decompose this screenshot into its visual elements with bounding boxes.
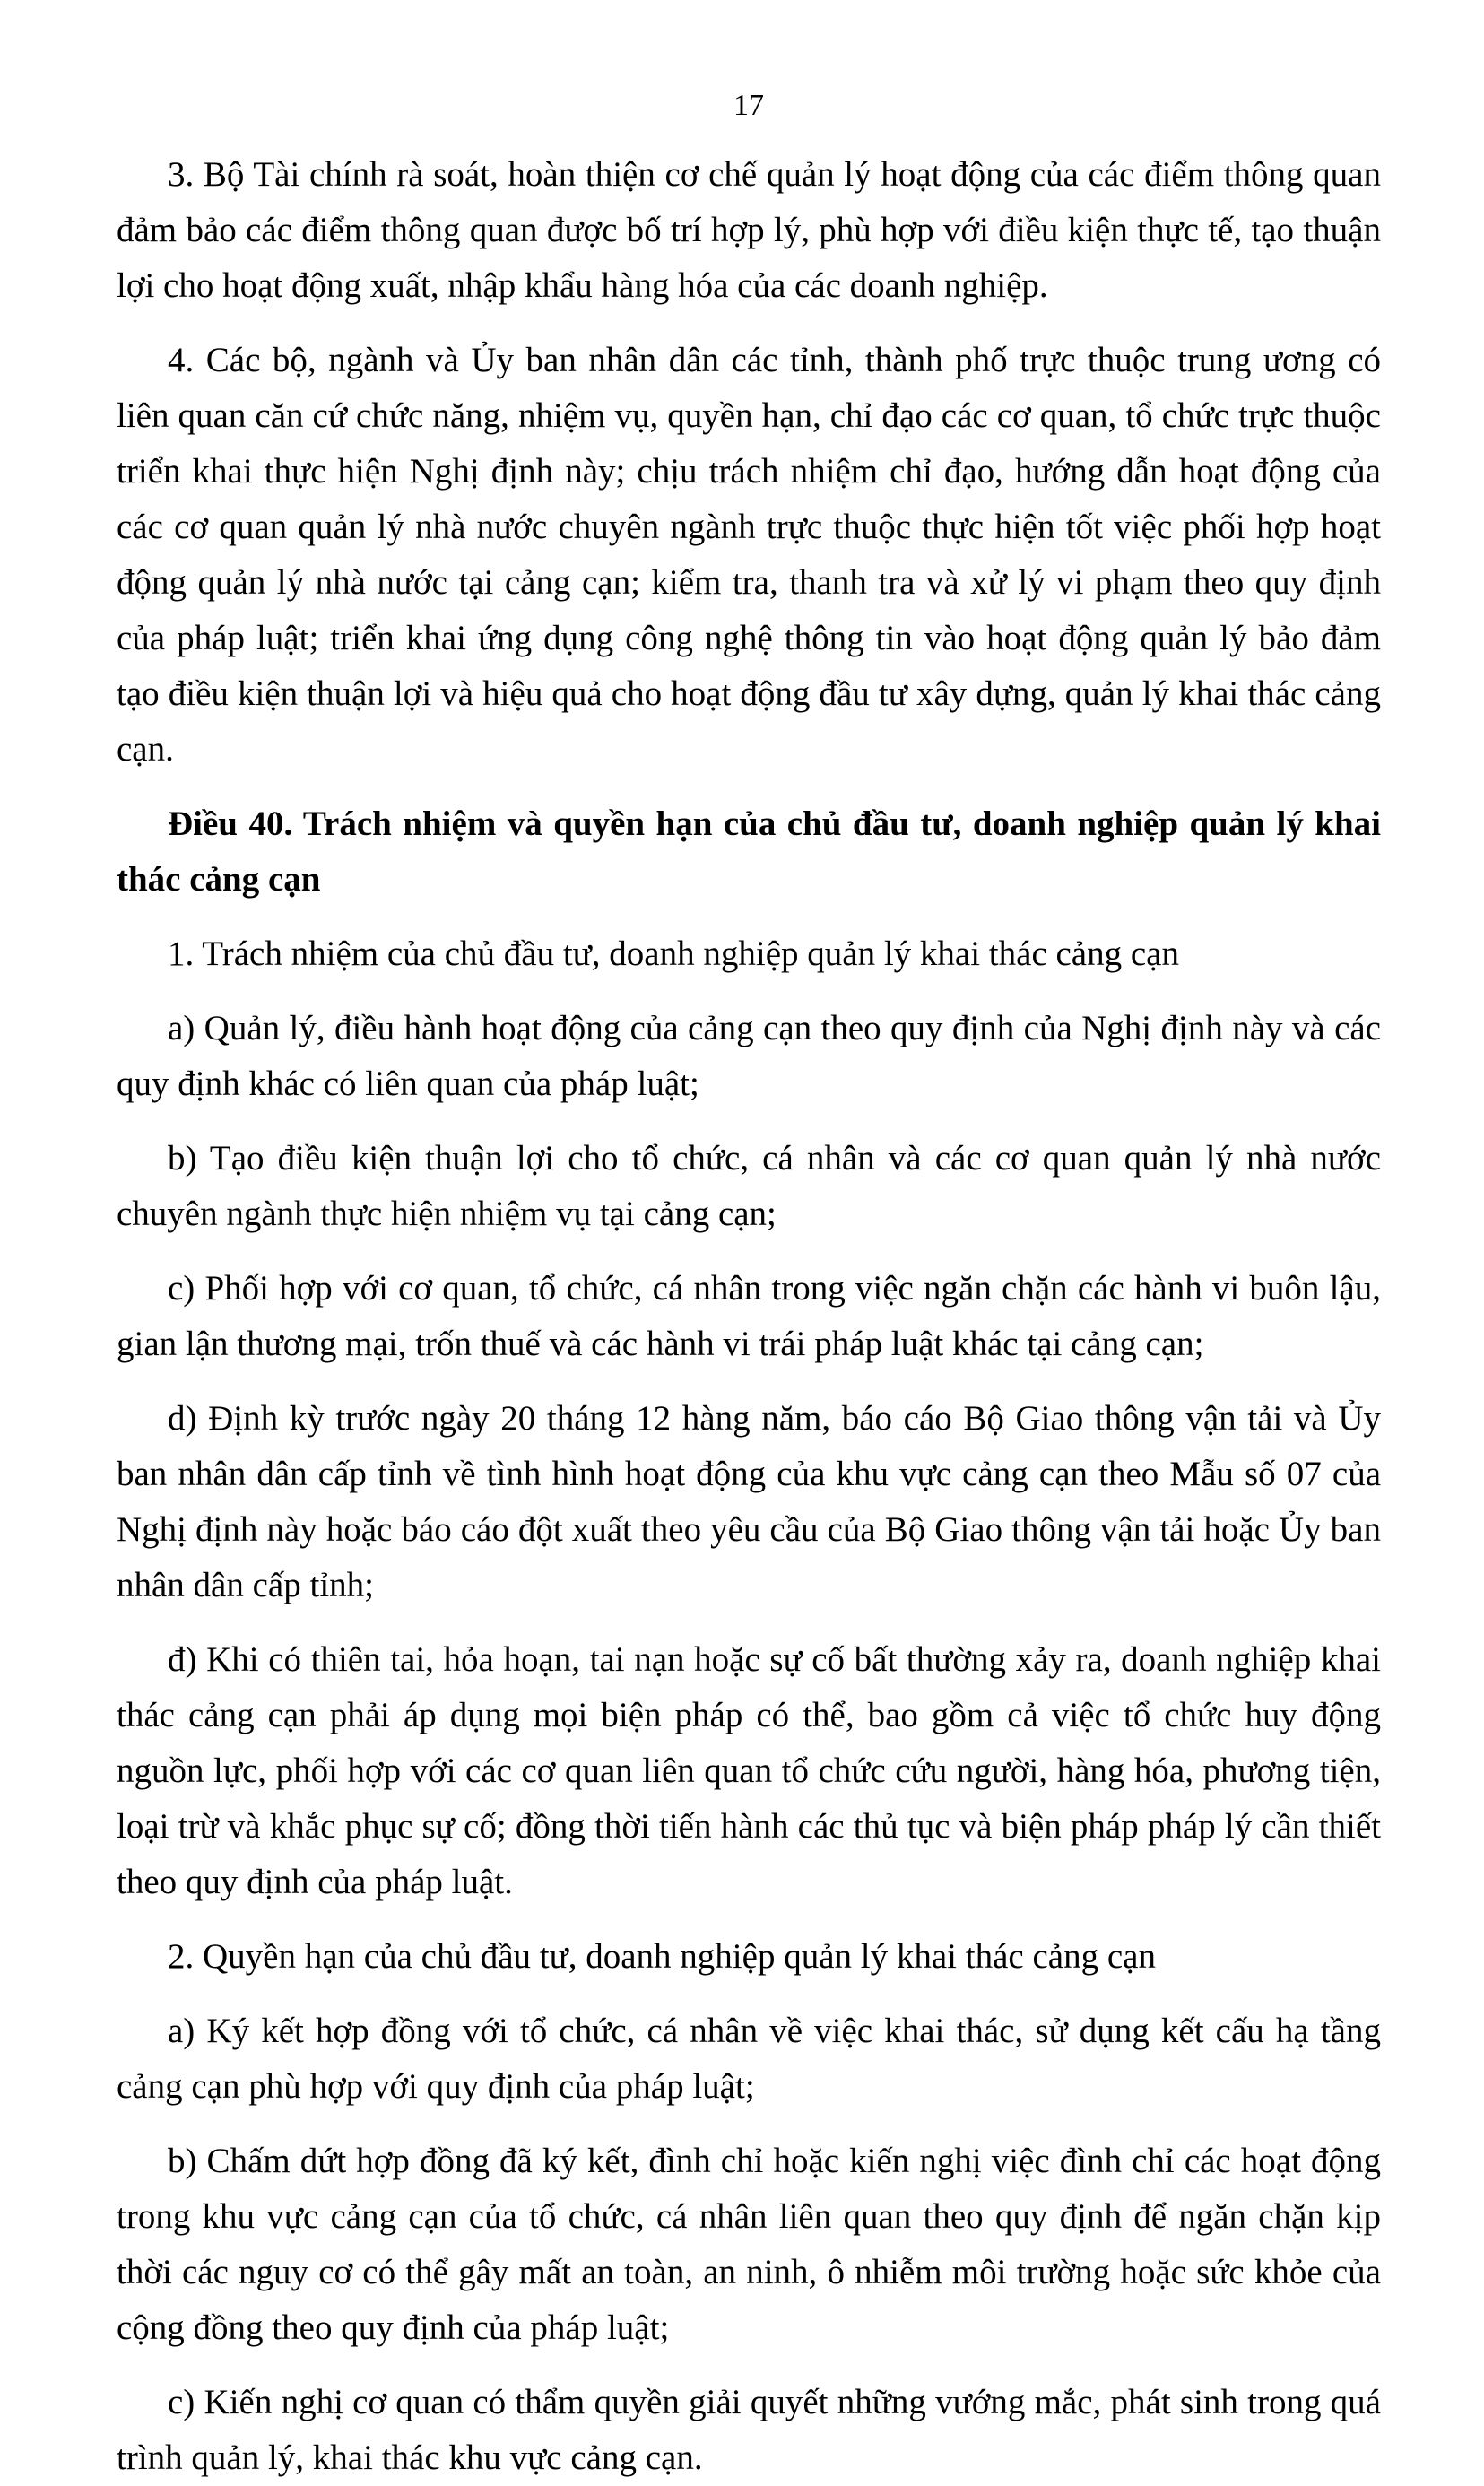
paragraph: b) Tạo điều kiện thuận lợi cho tổ chức, cá nhân và các cơ quan quản lý nhà nước chuyên ngành thực hiện nhiệm vụ tại cảng cạn; (117, 1139, 1381, 1233)
document-body (117, 147, 1381, 2486)
paragraph: 1. Trách nhiệm của chủ đầu tư, doanh nghiệp quản lý khai thác cảng cạn (168, 934, 1179, 973)
paragraph: a) Quản lý, điều hành hoạt động của cảng cạn theo quy định của Nghị định này và các quy định khác có liên quan của pháp luật; (117, 1009, 1381, 1103)
paragraph: a) Ký kết hợp đồng với tổ chức, cá nhân về việc khai thác, sử dụng kết cấu hạ tầng cảng cạn phù hợp với quy định của pháp luật; (117, 2012, 1381, 2106)
page-number: 17 (733, 89, 764, 122)
paragraph: c) Kiến nghị cơ quan có thẩm quyền giải quyết những vướng mắc, phát sinh trong quá trình quản lý, khai thác khu vực cảng cạn. (117, 2383, 1381, 2477)
paragraph: 4. Các bộ, ngành và Ủy ban nhân dân các tỉnh, thành phố trực thuộc trung ương có liên quan căn cứ chức năng, nhiệm vụ, quyền hạn, chỉ đạo các cơ quan, tổ chức trực thuộc triển khai thực hiện Nghị định này; chịu trách nhiệm chỉ đạo, hướng dẫn hoạt động của các cơ quan quản lý nhà nước chuyên ngành trực thuộc thực hiện tốt việc phối hợp hoạt động quản lý nhà nước tại cảng cạn; kiểm tra, thanh tra và xử lý vi phạm theo quy định của pháp luật; triển khai ứng dụng công nghệ thông tin vào hoạt động quản lý bảo đảm tạo điều kiện thuận lợi và hiệu quả cho hoạt động đầu tư xây dựng, quản lý khai thác cảng cạn. (117, 341, 1381, 769)
paragraph: c) Phối hợp với cơ quan, tổ chức, cá nhân trong việc ngăn chặn các hành vi buôn lậu, gian lận thương mại, trốn thuế và các hành vi trái pháp luật khác tại cảng cạn; (117, 1269, 1381, 1363)
paragraph: d) Định kỳ trước ngày 20 tháng 12 hàng năm, báo cáo Bộ Giao thông vận tải và Ủy ban nhân dân cấp tỉnh về tình hình hoạt động của khu vực cảng cạn theo Mẫu số 07 của Nghị định này hoặc báo cáo đột xuất theo yêu cầu của Bộ Giao thông vận tải hoặc Ủy ban nhân dân cấp tỉnh; (117, 1399, 1381, 1604)
paragraph: b) Chấm dứt hợp đồng đã ký kết, đình chỉ hoặc kiến nghị việc đình chỉ các hoạt động trong khu vực cảng cạn của tổ chức, cá nhân liên quan theo quy định để ngăn chặn kịp thời các nguy cơ có thể gây mất an toàn, an ninh, ô nhiễm môi trường hoặc sức khỏe của cộng đồng theo quy định của pháp luật; (117, 2142, 1381, 2347)
paragraph: 2. Quyền hạn của chủ đầu tư, doanh nghiệp quản lý khai thác cảng cạn (168, 1937, 1156, 1976)
paragraph: đ) Khi có thiên tai, hỏa hoạn, tai nạn hoặc sự cố bất thường xảy ra, doanh nghiệp khai thác cảng cạn phải áp dụng mọi biện pháp có thể, bao gồm cả việc tổ chức huy động nguồn lực, phối hợp với các cơ quan liên quan tổ chức cứu người, hàng hóa, phương tiện, loại trừ và khắc phục sự cố; đồng thời tiến hành các thủ tục và biện pháp pháp lý cần thiết theo quy định của pháp luật. (117, 1640, 1381, 1901)
article-heading: Điều 40. Trách nhiệm và quyền hạn của chủ đầu tư, doanh nghiệp quản lý khai thác cảng cạn (117, 804, 1381, 899)
paragraph: 3. Bộ Tài chính rà soát, hoàn thiện cơ chế quản lý hoạt động của các điểm thông quan đảm bảo các điểm thông quan được bố trí hợp lý, phù hợp với điều kiện thực tế, tạo thuận lợi cho hoạt động xuất, nhập khẩu hàng hóa của các doanh nghiệp. (117, 155, 1381, 305)
